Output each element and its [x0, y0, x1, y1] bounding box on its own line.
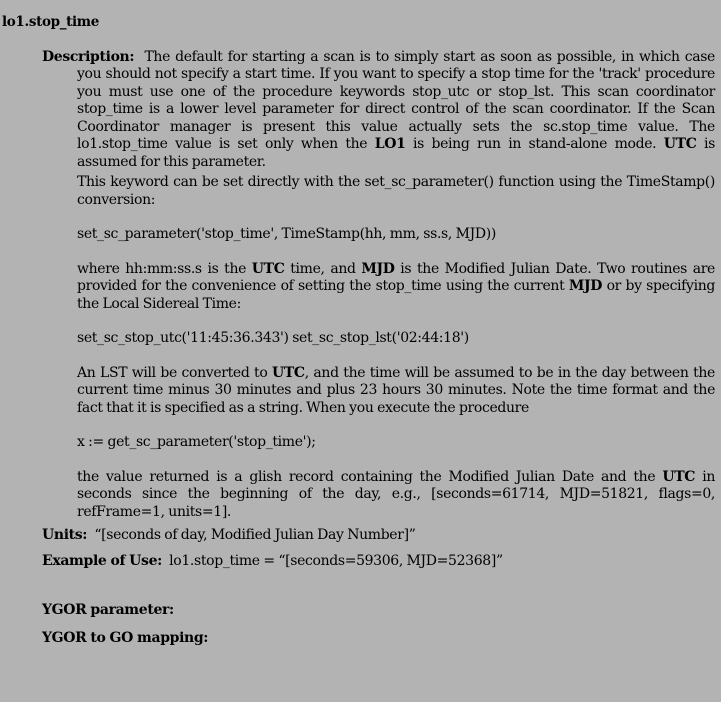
- units-value: “[seconds of day, Modified Julian Day Number]”: [94, 527, 416, 543]
- code-example-set-sc-parameter: set_sc_parameter('stop_time', TimeStamp(hh, mm, ss.s, MJD)): [77, 226, 496, 242]
- description-text-4a: An LST will be converted to: [77, 364, 272, 381]
- description-text-3a: where hh:mm:ss.s is the: [77, 260, 252, 277]
- ygor-mapping-label: YGOR to GO mapping:: [42, 629, 209, 646]
- description-text-3b: time, and: [284, 260, 362, 277]
- description-utc-term-3: UTC: [272, 364, 305, 381]
- ygor-parameter-label: YGOR parameter:: [42, 602, 174, 618]
- example-label: Example of Use:: [42, 552, 162, 569]
- description-paragraph-1: [42, 49, 715, 172]
- code-example-get-sc-parameter: x := get_sc_parameter('stop_time');: [77, 434, 316, 450]
- description-paragraph-5: [77, 469, 715, 522]
- description-text-5a: the value returned is a glish record containing the Modified Julian Date and the: [77, 468, 663, 485]
- description-text-1c: is assumed for this parameter.: [77, 136, 716, 170]
- description-utc-term-2: UTC: [251, 260, 285, 277]
- units-entry: [42, 527, 715, 545]
- code-example-stop-utc-lst: set_sc_stop_utc('11:45:36.343') set_sc_stop_lst('02:44:18'): [77, 330, 469, 346]
- description-text-1b: is being run in stand-alone mode.: [405, 136, 664, 152]
- description-paragraph-3: [77, 261, 715, 314]
- description-utc-term: UTC: [663, 136, 697, 152]
- example-entry: [42, 553, 715, 571]
- description-paragraph-2: This keyword can be set directly with the set_sc_parameter() function using the TimeStamp() conversion:: [77, 174, 715, 208]
- description-utc-term-4: UTC: [662, 468, 696, 485]
- description-text-1a: The default for starting a scan is to simply start as soon as possible, in which case you should not specify a start time. If you want to specify a stop time for the 'track' procedure you must use one of the procedure keywords stop_utc or stop_lst. This scan coordinator stop_time is a lower level parameter for direct control of the scan coordinator. If the Scan Coordinator manager is present this value actually sets the sc.stop_time value. The lo1.stop_time value is set only when the: [77, 48, 715, 152]
- description-text-3d: or by specifying the Local Sidereal Time:: [77, 278, 715, 312]
- description-text-5b: in seconds since the beginning of the day, e.g., [seconds=61714, MJD=51821, flags=0, refFrame=1, units=1].: [77, 468, 715, 520]
- description-label: Description:: [42, 48, 135, 65]
- units-label: Units:: [42, 527, 88, 543]
- description-text-3c: is the Modified Julian Date. Two routines are provided for the convenience of setting the stop_time using the current: [77, 260, 715, 294]
- description-block: [42, 49, 715, 522]
- description-lo1-term: LO1: [374, 136, 406, 152]
- description-mjd-term-2: MJD: [568, 278, 603, 294]
- description-mjd-term: MJD: [361, 260, 395, 277]
- description-text-4b: , and the time will be assumed to be in the day between the current time minus 30 minutes and plus 23 hours 30 minutes. Note the time format and the fact that it is specified as a string. When you execute the procedure: [77, 364, 715, 416]
- example-value: lo1.stop_time = “[seconds=59306, MJD=52368]”: [169, 552, 503, 569]
- section-title: lo1.stop_time: [2, 14, 99, 30]
- description-paragraph-4: [77, 365, 715, 418]
